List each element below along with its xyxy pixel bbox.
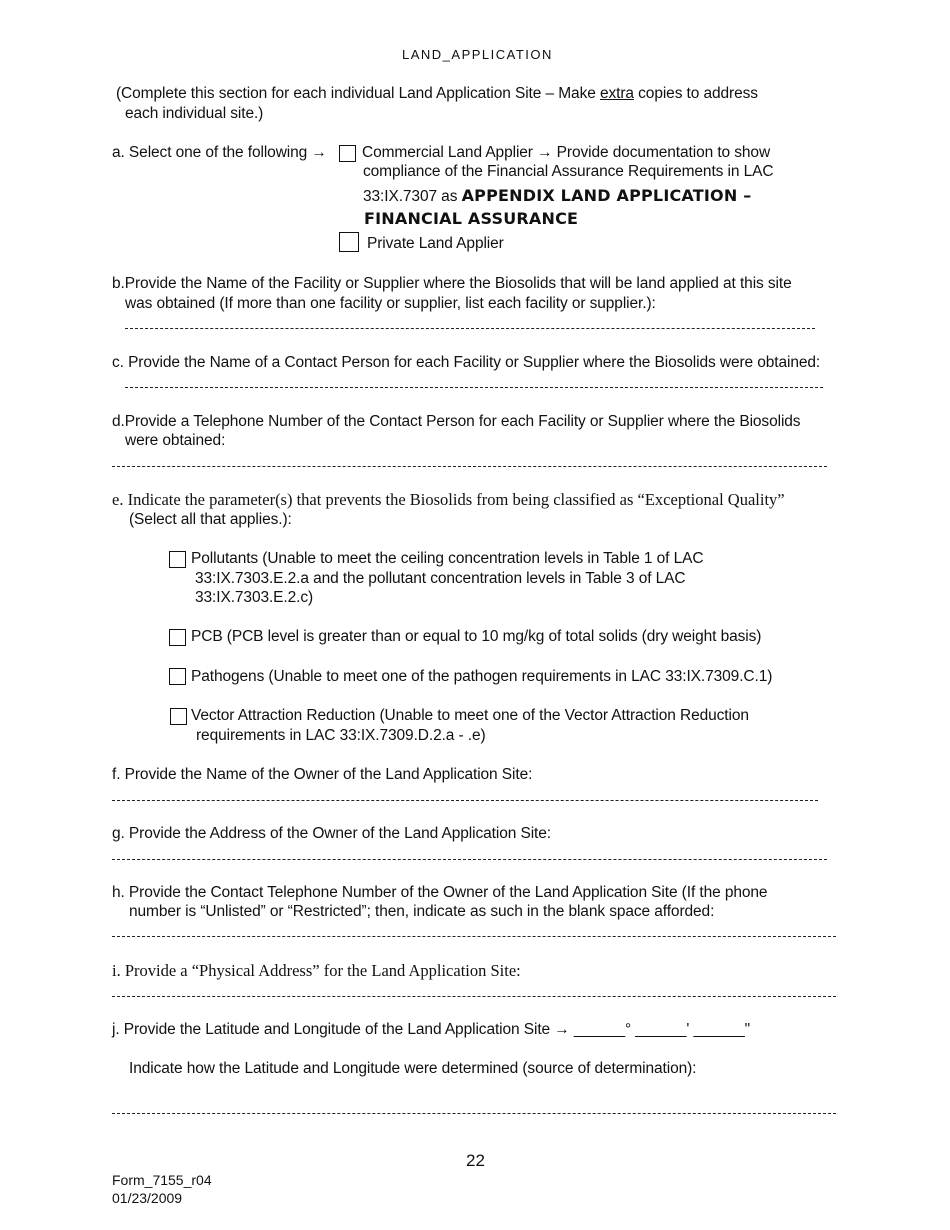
form-date: 01/23/2009 (112, 1190, 183, 1206)
vector-option-line2: requirements in LAC 33:IX.7309.D.2.a - .e) (196, 727, 486, 744)
commercial-option-line3: 33:IX.7307 as APPENDIX LAND APPLICATION – (363, 186, 752, 205)
physical-address-input-line[interactable] (112, 996, 836, 997)
contact-person-input-line[interactable] (125, 387, 823, 388)
facility-name-input-line[interactable] (125, 328, 815, 329)
section-d-line2: were obtained: (125, 432, 226, 449)
pollutants-option-line3: 33:IX.7303.E.2.c) (195, 589, 314, 606)
extra-underlined: extra (599, 85, 634, 102)
commercial-option-line2: compliance of the Financial Assurance Requirements in LAC (363, 163, 774, 180)
page-header: LAND_APPLICATION (402, 47, 553, 62)
section-d-line1: d.Provide a Telephone Number of the Contact Person for each Facility or Supplier where the Biosolids (112, 413, 801, 430)
section-b-line1: b.Provide the Name of the Facility or Supplier where the Biosolids that will be land applied at this site (112, 275, 792, 292)
pcb-checkbox[interactable] (169, 629, 186, 646)
section-f-line1: f. Provide the Name of the Owner of the Land Application Site: (112, 766, 533, 783)
vector-option-line1: Vector Attraction Reduction (Unable to meet one of the Vector Attraction Reduction (191, 707, 749, 724)
pollutants-option-line1: Pollutants (Unable to meet the ceiling concentration levels in Table 1 of LAC (191, 550, 704, 567)
appendix-reference: APPENDIX LAND APPLICATION – (461, 186, 752, 205)
vector-attraction-checkbox[interactable] (170, 708, 187, 725)
owner-telephone-input-line[interactable] (112, 936, 836, 937)
owner-name-input-line[interactable] (112, 800, 818, 801)
commercial-land-applier-checkbox[interactable] (339, 145, 356, 162)
section-e-line2: (Select all that applies.): (129, 511, 292, 528)
private-land-applier-checkbox[interactable] (339, 232, 359, 252)
pathogens-option-line1: Pathogens (Unable to meet one of the pathogen requirements in LAC 33:IX.7309.C.1) (191, 668, 773, 685)
owner-address-input-line[interactable] (112, 859, 827, 860)
page-number: 22 (466, 1151, 485, 1170)
section-j-line2: Indicate how the Latitude and Longitude were determined (source of determination): (129, 1060, 697, 1077)
pcb-option-line1: PCB (PCB level is greater than or equal to 10 mg/kg of total solids (dry weight basis) (191, 628, 762, 645)
latitude-longitude-line[interactable]: j. Provide the Latitude and Longitude of the Land Application Site → ______° ______' ______" (112, 1021, 751, 1038)
pathogens-checkbox[interactable] (169, 668, 186, 685)
commercial-option-line1: Commercial Land Applier → Provide documentation to show (362, 144, 771, 161)
section-h-line1: h. Provide the Contact Telephone Number of the Owner of the Land Application Site (If the phone (112, 884, 768, 901)
determination-source-input-line[interactable] (112, 1113, 836, 1114)
intro-text-line1: (Complete this section for each individual Land Application Site – Make extra copies to address (116, 85, 758, 102)
section-i-line1: i. Provide a “Physical Address” for the Land Application Site: (112, 961, 521, 980)
section-b-line2: was obtained (If more than one facility or supplier, list each facility or supplier.): (125, 295, 656, 312)
private-option-label: Private Land Applier (367, 235, 504, 252)
section-e-line1: e. Indicate the parameter(s) that prevents the Biosolids from being classified as “Exceptional Quality” (112, 490, 785, 509)
pollutants-checkbox[interactable] (169, 551, 186, 568)
section-c-line1: c. Provide the Name of a Contact Person for each Facility or Supplier where the Biosolids were obtained: (112, 354, 821, 371)
contact-telephone-input-line[interactable] (112, 466, 827, 467)
pollutants-option-line2: 33:IX.7303.E.2.a and the pollutant concentration levels in Table 3 of LAC (195, 570, 686, 587)
section-h-line2: number is “Unlisted” or “Restricted”; then, indicate as such in the blank space afforded: (129, 903, 715, 920)
intro-text-line2: each individual site.) (125, 105, 264, 122)
section-a-label: a. Select one of the following → (112, 144, 327, 161)
form-id: Form_7155_r04 (112, 1172, 212, 1188)
appendix-reference-line2: FINANCIAL ASSURANCE (364, 209, 579, 228)
section-g-line1: g. Provide the Address of the Owner of the Land Application Site: (112, 825, 551, 842)
